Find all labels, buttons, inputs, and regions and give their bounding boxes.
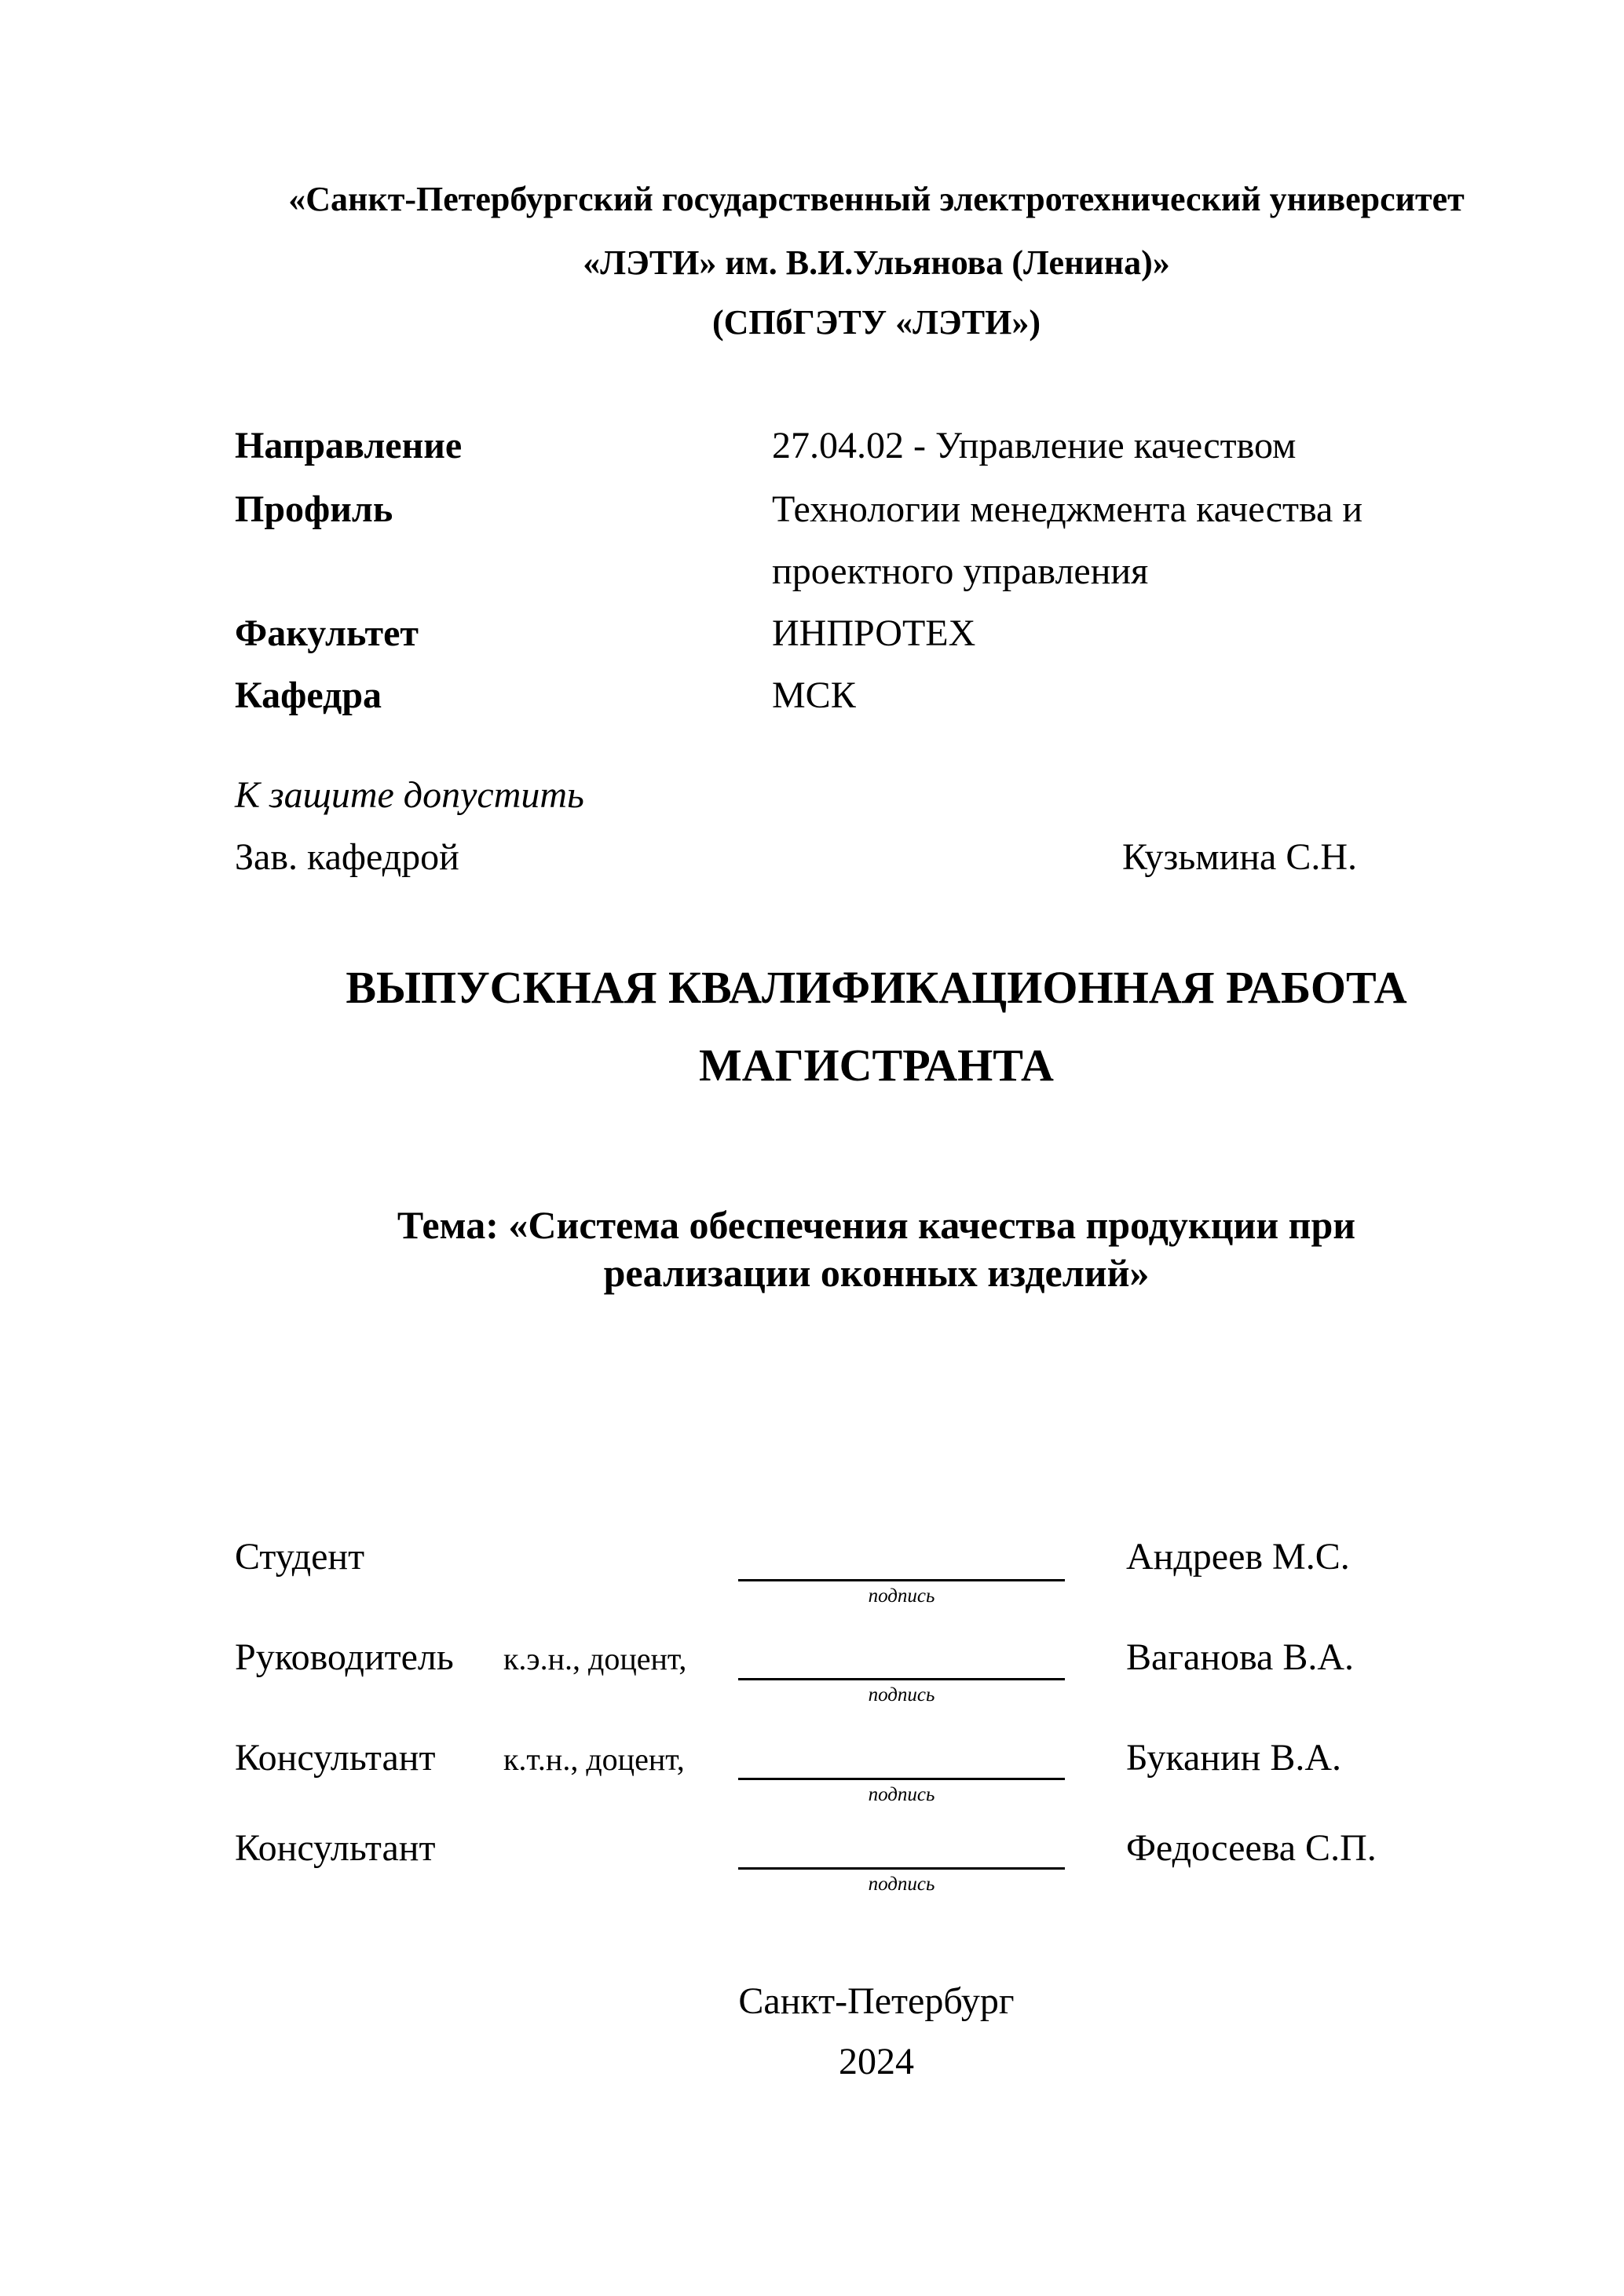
title-line1: ВЫПУСКНАЯ КВАЛИФИКАЦИОННАЯ РАБОТА [346, 962, 1407, 1013]
city: Санкт-Петербург [738, 1980, 1015, 2022]
head-of-department-label: Зав. кафедрой [235, 836, 459, 878]
university-name-line1: «Санкт-Петербургский государственный электротехнический университет [288, 180, 1465, 218]
info-value-faculty: ИНПРОТЕХ [772, 612, 976, 654]
signature-role: Руководитель [235, 1636, 454, 1678]
signature-name: Андреев М.С. [1126, 1536, 1350, 1578]
signature-name: Федосеева С.П. [1126, 1827, 1377, 1869]
signature-caption: подпись [868, 1874, 935, 1895]
info-value-direction: 27.04.02 - Управление качеством [772, 425, 1297, 466]
signature-role: Консультант [235, 1737, 436, 1779]
signature-degree: к.т.н., доцент, [503, 1742, 685, 1777]
signature-line [738, 1678, 1065, 1680]
theme-line2: реализации оконных изделий» [603, 1251, 1150, 1295]
info-label-faculty: Факультет [235, 612, 419, 654]
info-label-direction: Направление [235, 425, 463, 466]
title-line2: МАГИСТРАНТА [699, 1040, 1054, 1091]
info-label-department: Кафедра [235, 675, 382, 716]
info-label-profile: Профиль [235, 488, 393, 530]
info-value-profile: Технологии менеджмента качества и [772, 488, 1363, 530]
signature-role: Студент [235, 1536, 365, 1578]
university-name-line2: «ЛЭТИ» им. В.И.Ульянова (Ленина)» [583, 243, 1170, 282]
signature-caption: подпись [868, 1585, 935, 1607]
year: 2024 [839, 2041, 914, 2082]
signature-role: Консультант [235, 1827, 436, 1869]
signature-line [738, 1579, 1065, 1581]
signature-name: Ваганова В.А. [1126, 1636, 1355, 1678]
signature-caption: подпись [868, 1784, 935, 1805]
admit-to-defense: К защите допустить [235, 774, 584, 816]
info-value-department: МСК [772, 675, 856, 716]
university-abbreviation: (СПбГЭТУ «ЛЭТИ») [712, 303, 1041, 342]
theme-line1: Тема: «Система обеспечения качества продукции при [397, 1203, 1356, 1247]
signature-line [738, 1867, 1065, 1870]
signature-line [738, 1778, 1065, 1780]
signature-name: Буканин В.А. [1126, 1737, 1342, 1779]
head-of-department-name: Кузьмина С.Н. [1122, 836, 1357, 878]
signature-degree: к.э.н., доцент, [503, 1641, 687, 1676]
info-value-profile-cont: проектного управления [772, 550, 1149, 592]
signature-caption: подпись [868, 1684, 935, 1706]
